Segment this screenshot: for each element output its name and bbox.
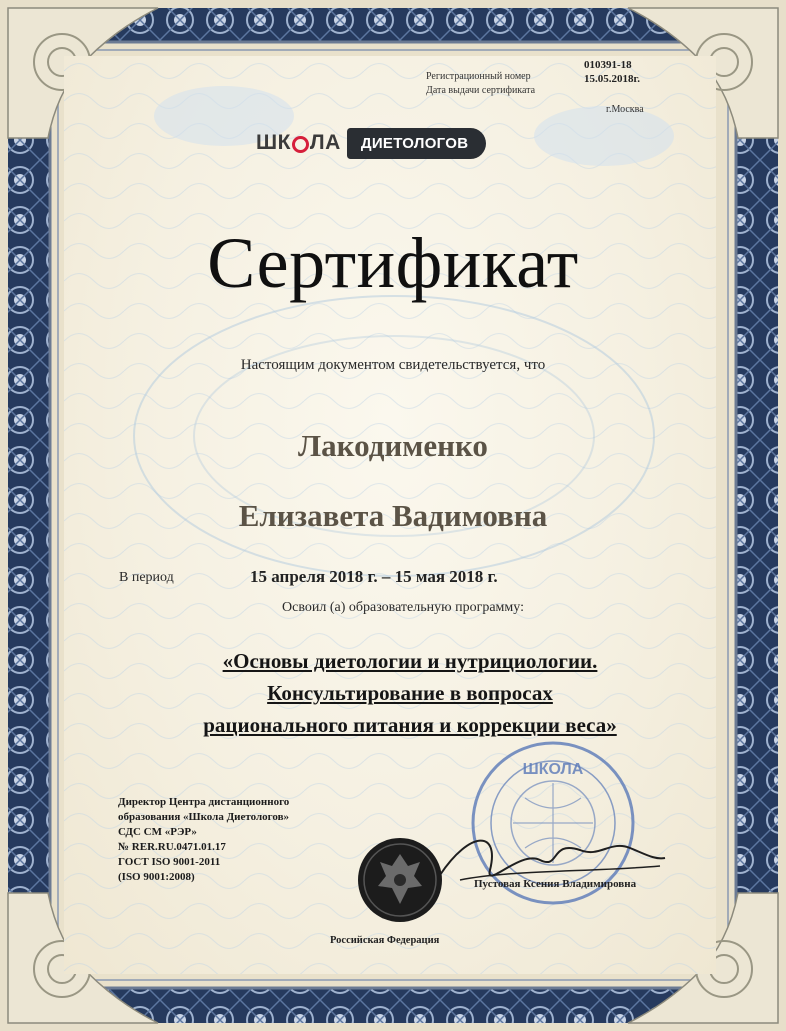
director-line-3: СДС СМ «РЭР»: [118, 826, 197, 838]
intro-text: Настоящим документом свидетельствуется, что: [240, 357, 546, 373]
logo-text-start: ШК: [256, 131, 291, 154]
registration-labels: [426, 70, 535, 98]
registration-number-label: Регистрационный номер: [426, 71, 531, 82]
recipient-surname: Лакодименко: [298, 428, 488, 463]
country-label: Российская Федерация: [330, 935, 440, 946]
stamp-text: ШКОЛА: [522, 761, 584, 778]
logo-pill-text: ДИЕТОЛОГОВ: [347, 128, 487, 159]
logo-apple-icon: [292, 136, 309, 153]
coat-of-arms-emblem: [356, 836, 444, 924]
director-line-4: № RER.RU.0471.01.17: [118, 841, 226, 853]
director-line-2: образования «Школа Диетологов»: [118, 811, 290, 823]
issue-city: г.Москва: [606, 104, 644, 115]
logo-text-end: ЛА: [309, 131, 341, 154]
program-title: [100, 645, 720, 741]
registration-number: 010391-18: [584, 59, 632, 71]
issue-date-label: Дата выдачи сертификата: [426, 85, 536, 96]
signatory-name: Пустовая Ксения Владимировна: [474, 878, 637, 890]
mastered-text: Освоил (а) образовательную программу:: [282, 600, 524, 615]
program-line-1: «Основы диетологии и нутрициологии.: [222, 649, 598, 673]
issue-date: 15.05.2018г.: [584, 73, 641, 85]
period-label: В период: [119, 570, 174, 585]
director-line-1: Директор Центра дистанционного: [118, 796, 290, 808]
period-dates: 15 апреля 2018 г. – 15 мая 2018 г.: [250, 567, 498, 586]
director-line-5: ГОСТ ISO 9001-2011: [118, 856, 221, 868]
program-line-3: рационального питания и коррекции веса»: [203, 713, 617, 737]
director-line-6: (ISO 9001:2008): [118, 871, 195, 883]
certificate-title: Сертификат: [207, 223, 579, 303]
logo-wordmark: [256, 131, 341, 155]
director-block: [118, 795, 289, 885]
school-logo: [256, 120, 486, 166]
registration-values: [584, 58, 640, 86]
recipient-given-names: Елизавета Вадимовна: [238, 498, 548, 533]
program-line-2: Консультирование в вопросах: [267, 681, 553, 705]
